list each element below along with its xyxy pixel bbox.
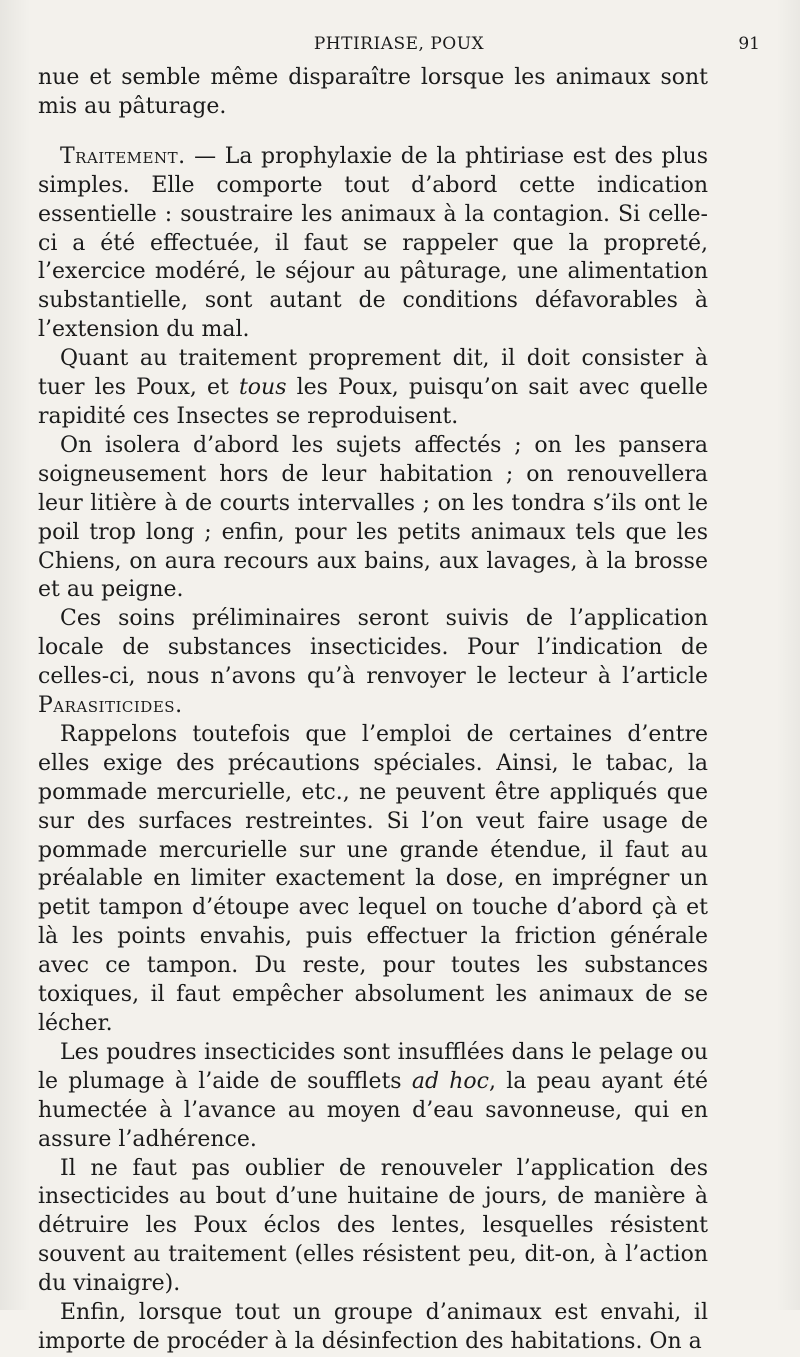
- page-number: 91: [738, 34, 760, 54]
- paragraph-text: Ces soins préliminaires seront suivis de l’application locale de substances insecticides. Pour l’indication de celles-ci, nous n’avons qu’à renvoyer le lecteur à l’article: [38, 606, 708, 690]
- section-label: Traitement.: [60, 143, 186, 169]
- paragraph-rappelons: [38, 721, 708, 1039]
- paragraph-traitement: [38, 143, 708, 345]
- paragraph-text: On isolera d’abord les sujets affectés ; on les pansera soigneusement hors de leur habitation ; on renouvellera leur litière à de courts intervalles ; on les tondra s’ils ont le poil trop long ; enfin, pour les petits animaux tels que les Chiens, on aura recours aux bains, aux lavages, à la brosse et au peigne.: [38, 432, 708, 603]
- running-header: [38, 34, 760, 58]
- paragraph-text: , la peau ayant été humectée à l’avance au moyen d’eau savonneuse, qui en assure l’adhérence.: [38, 1068, 708, 1152]
- paragraph-text: les Poux, puisqu’on sait avec quelle rapidité ces Insectes se reproduisent.: [38, 375, 708, 429]
- paragraph-text: Quant au traitement proprement dit, il doit consister à tuer les Poux, et: [38, 346, 708, 401]
- body-text: [38, 64, 708, 1357]
- emphasis-text: tous: [238, 375, 287, 401]
- paragraph-text: Il ne faut pas oublier de renouveler l’application des insecticides au bout d’une huitaine de jours, de manière à détruire les Poux éclos des lentes, lesquelles résistent souvent au traitement (elles résistent peu, dit-on, à l’action du vinaigre).: [38, 1155, 708, 1297]
- paragraph-renouveler: [38, 1155, 708, 1300]
- paragraph-text: — La prophylaxie de la phtiriase est des plus simples. Elle comporte tout d’abord cette indication essentielle : soustraire les animaux à la contagion. Si celle-ci a été effectuée, il faut se rappeler que la propreté, l’exercice modéré, le séjour au pâturage, une alimentation substantielle, sont autant de conditions défavorables à l’extension du mal.: [38, 143, 708, 343]
- paragraph-soins: [38, 605, 708, 721]
- paragraph-isolera: [38, 432, 708, 605]
- paragraph-continuation: [38, 64, 708, 122]
- cross-reference: Parasiticides: [38, 693, 176, 719]
- running-title: PHTIRIASE, POUX: [313, 34, 485, 54]
- emphasis-text: ad hoc: [411, 1068, 489, 1094]
- paragraph-text: Les poudres insecticides sont insufflées dans le pelage ou le plumage à l’aide de soufflets: [38, 1039, 708, 1094]
- paragraph-quant: [38, 345, 708, 432]
- paragraph-enfin: [38, 1299, 708, 1357]
- paragraph-text: .: [175, 693, 183, 719]
- paragraph-text: Rappelons toutefois que l’emploi de certaines d’entre elles exige des précautions spéciales. Ainsi, le tabac, la pommade mercurielle, etc., ne peuvent être appliqués que sur des surfaces restreintes. Si l’on veut faire usage de pommade mercurielle sur une grande étendue, il faut au préalable en limiter exactement la dose, en imprégner un petit tampon d’étoupe avec lequel on touche d’abord çà et là les points envahis, puis effectuer la friction générale avec ce tampon. Du reste, pour toutes les substances toxiques, il faut empêcher absolument les animaux de se lécher.: [38, 721, 708, 1036]
- paragraph-text: Enfin, lorsque tout un groupe d’animaux est envahi, il importe de procéder à la désinfection des habitations. On a: [38, 1300, 708, 1354]
- paragraph-text: nue et semble même disparaître lorsque les animaux sont mis au pâturage.: [38, 65, 708, 119]
- paragraph-poudres: [38, 1039, 708, 1155]
